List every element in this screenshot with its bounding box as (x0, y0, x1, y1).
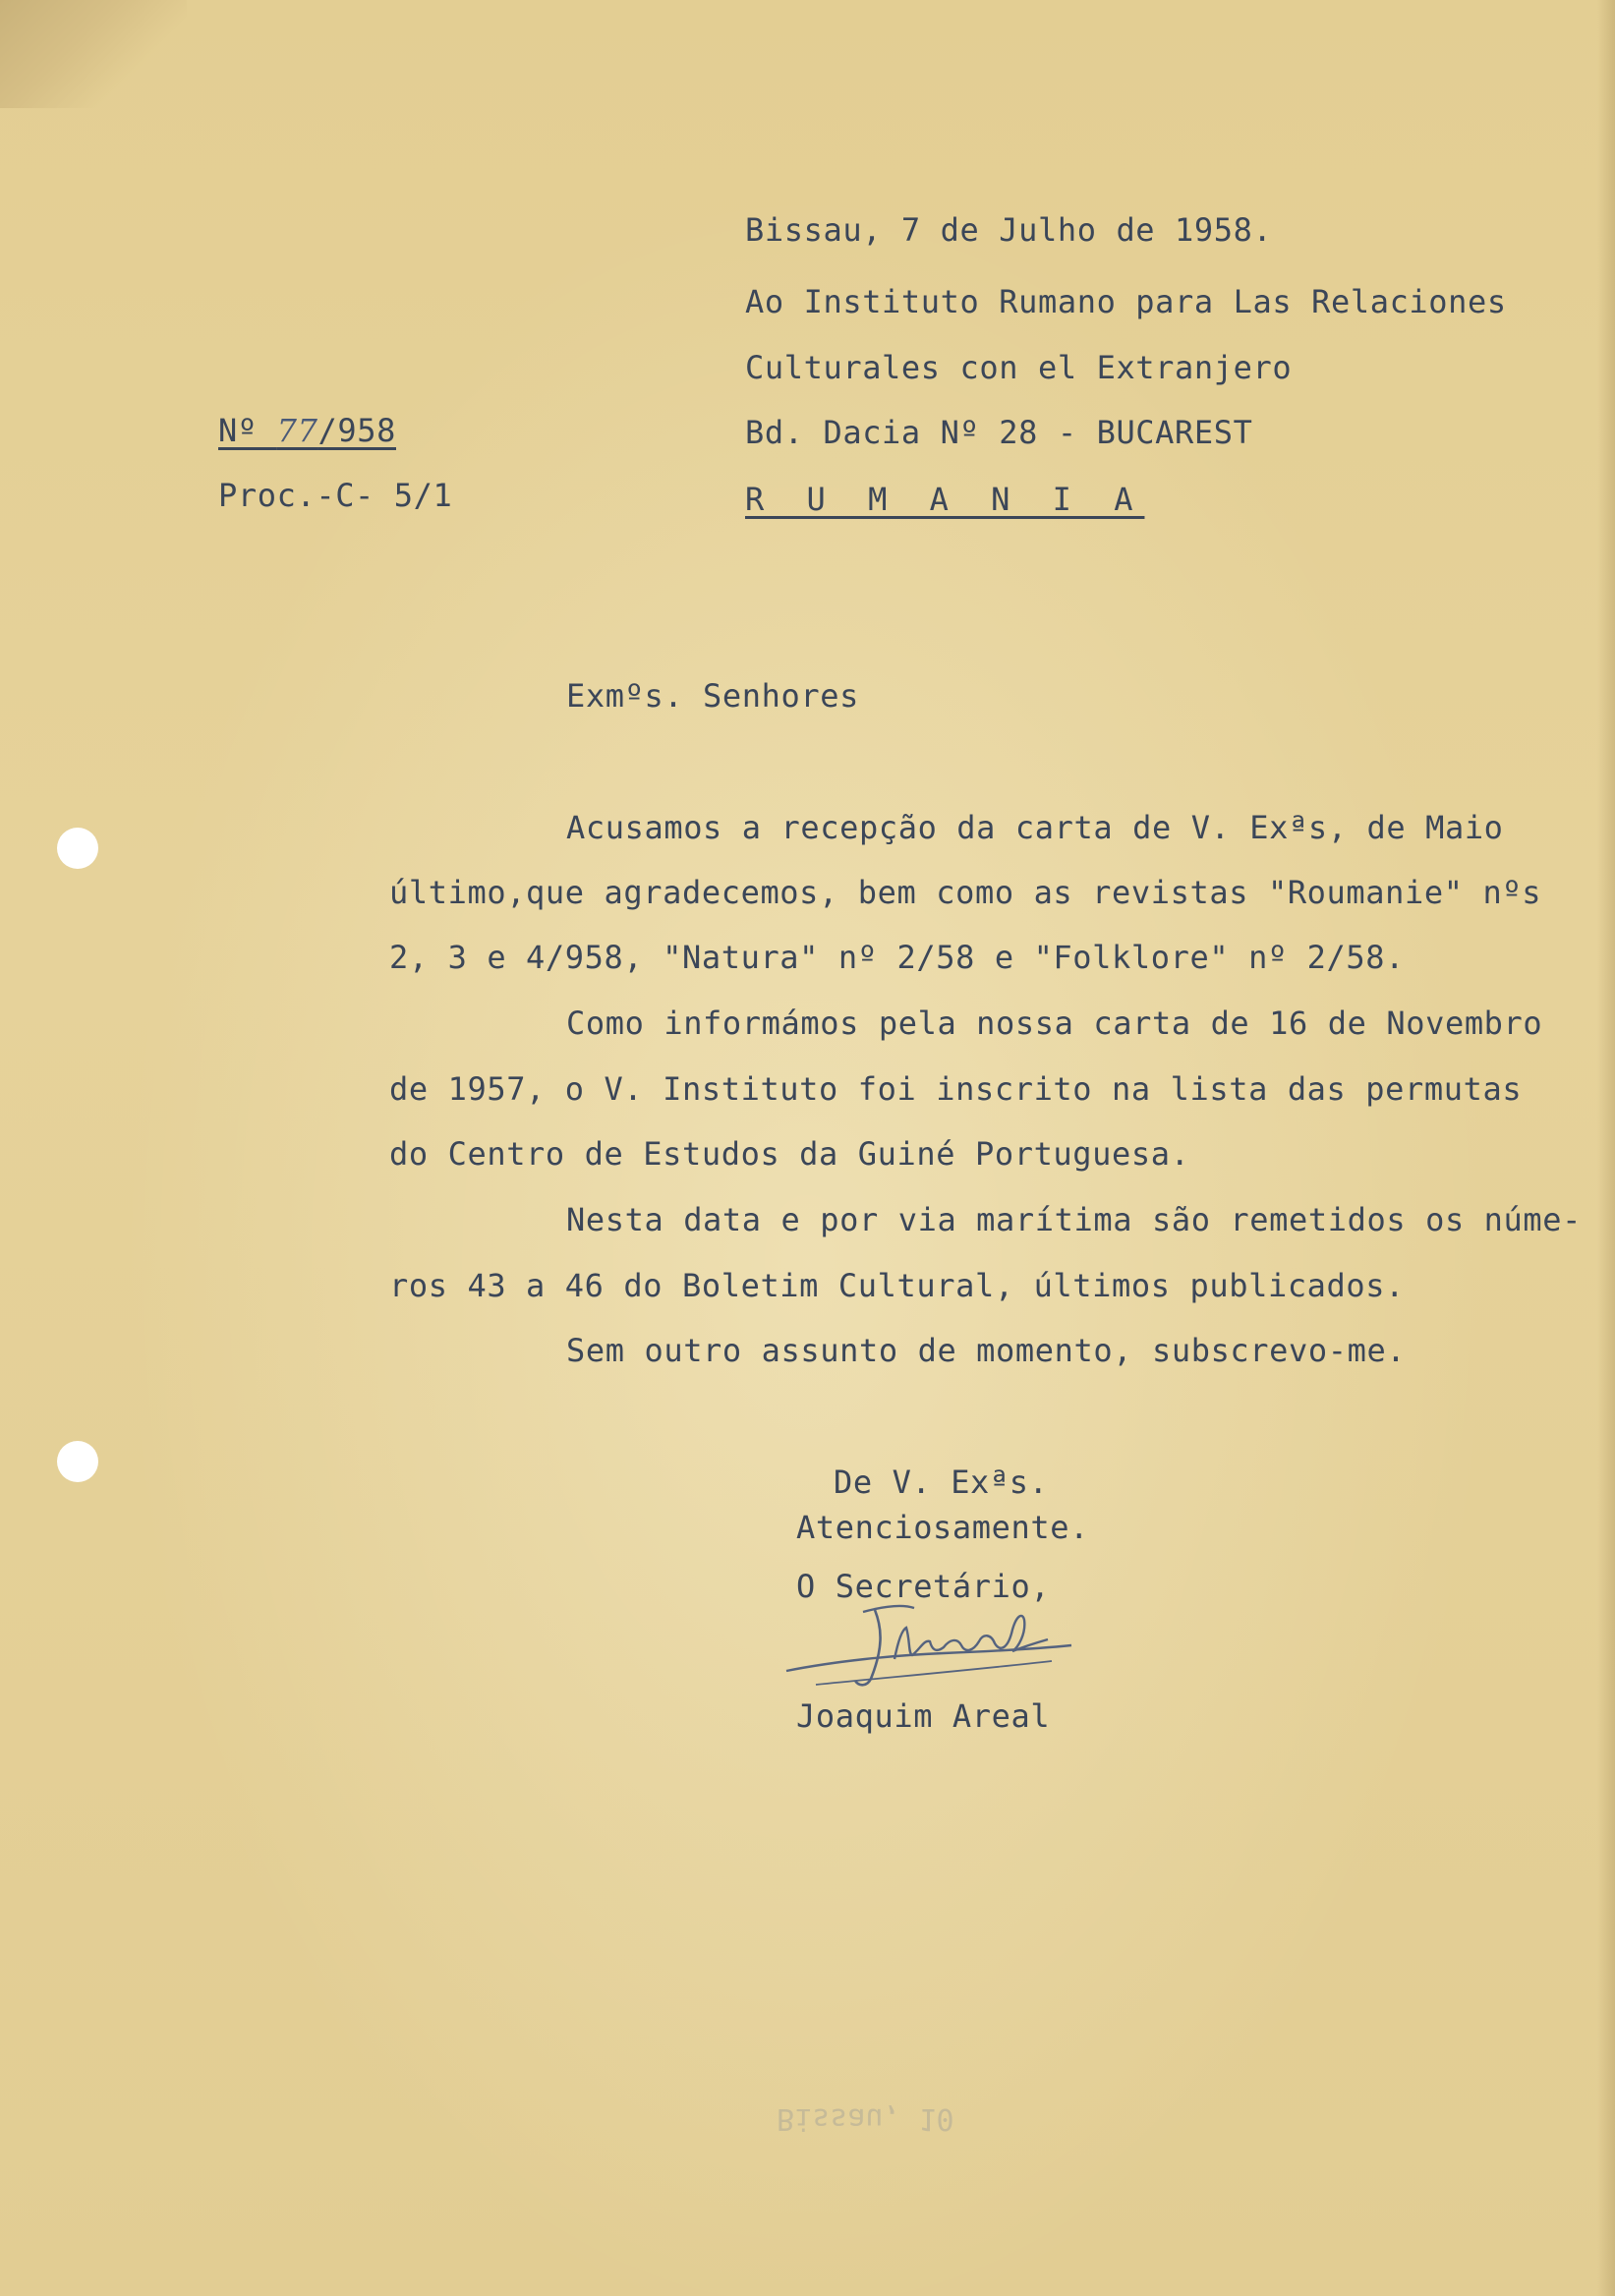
handwritten-signature (777, 1590, 1150, 1698)
body-line-5: de 1957, o V. Instituto foi inscrito na lista das permutas (389, 1070, 1523, 1108)
reference-prefix: Nº (218, 412, 277, 449)
closing-line-2: Atenciosamente. (796, 1509, 1089, 1546)
show-through-text: Bissau, 10 (777, 2101, 954, 2136)
body-line-1: Acusamos a recepção da carta de V. Exªs, de Maio (566, 809, 1504, 846)
recipient-line-1: Ao Instituto Rumano para Las Relaciones (745, 283, 1507, 320)
recipient-line-3: Bd. Dacia Nº 28 - BUCAREST (745, 414, 1253, 451)
punch-hole-bottom (57, 1441, 98, 1482)
recipient-line-2: Culturales con el Extranjero (745, 349, 1293, 386)
body-line-9: Sem outro assunto de momento, subscrevo-me. (566, 1332, 1407, 1369)
page-edge (1597, 0, 1615, 2296)
reference-suffix: /958 (317, 412, 396, 449)
reference-handwritten-number: 77 (276, 412, 318, 449)
folded-corner (0, 0, 187, 108)
body-line-7: Nesta data e por via marítima são remetidos os núme- (566, 1201, 1583, 1238)
signatory-name: Joaquim Areal (796, 1697, 1051, 1735)
reference-number (218, 411, 396, 450)
date-line: Bissau, 7 de Julho de 1958. (745, 211, 1273, 249)
body-line-8: ros 43 a 46 do Boletim Cultural, últimos publicados. (389, 1267, 1406, 1304)
salutation: Exmºs. Senhores (566, 677, 859, 715)
body-line-6: do Centro de Estudos da Guiné Portuguesa. (389, 1135, 1190, 1173)
closing-line-3: O Secretário, (796, 1568, 1051, 1605)
recipient-country: R U M A N I A (745, 481, 1145, 518)
body-line-4: Como informámos pela nossa carta de 16 de Novembro (566, 1004, 1543, 1042)
punch-hole-top (57, 828, 98, 869)
process-reference: Proc.-C- 5/1 (218, 477, 453, 514)
closing-line-1: De V. Exªs. (834, 1464, 1049, 1501)
body-line-2: último,que agradecemos, bem como as revistas "Roumanie" nºs (389, 874, 1542, 911)
body-line-3: 2, 3 e 4/958, "Natura" nº 2/58 e "Folklore" nº 2/58. (389, 939, 1406, 976)
